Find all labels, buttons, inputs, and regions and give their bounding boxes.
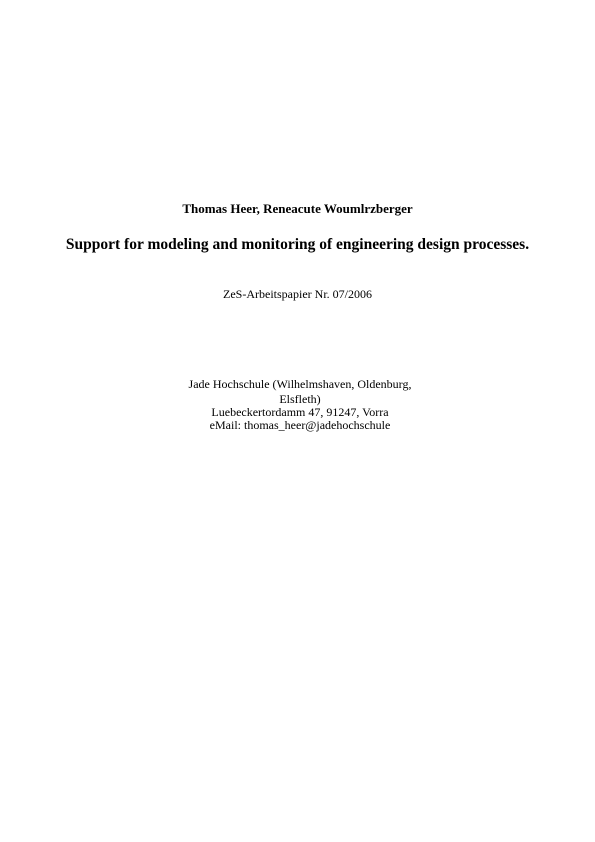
affiliation-line-2: Elsfleth): [279, 392, 321, 406]
affiliation-address: Luebeckertordamm 47, 91247, Vorra: [211, 405, 389, 419]
affiliation-email: eMail: thomas_heer@jadehochschule: [209, 418, 391, 432]
document-title: Support for modeling and monitoring of engineering design processes.: [65, 236, 530, 253]
paper-number: ZeS-Arbeitspapier Nr. 07/2006: [223, 287, 372, 301]
authors: Thomas Heer, Reneacute Woumlrzberger: [182, 201, 413, 216]
affiliation-line-1: Jade Hochschule (Wilhelmshaven, Oldenburg,: [188, 377, 412, 391]
